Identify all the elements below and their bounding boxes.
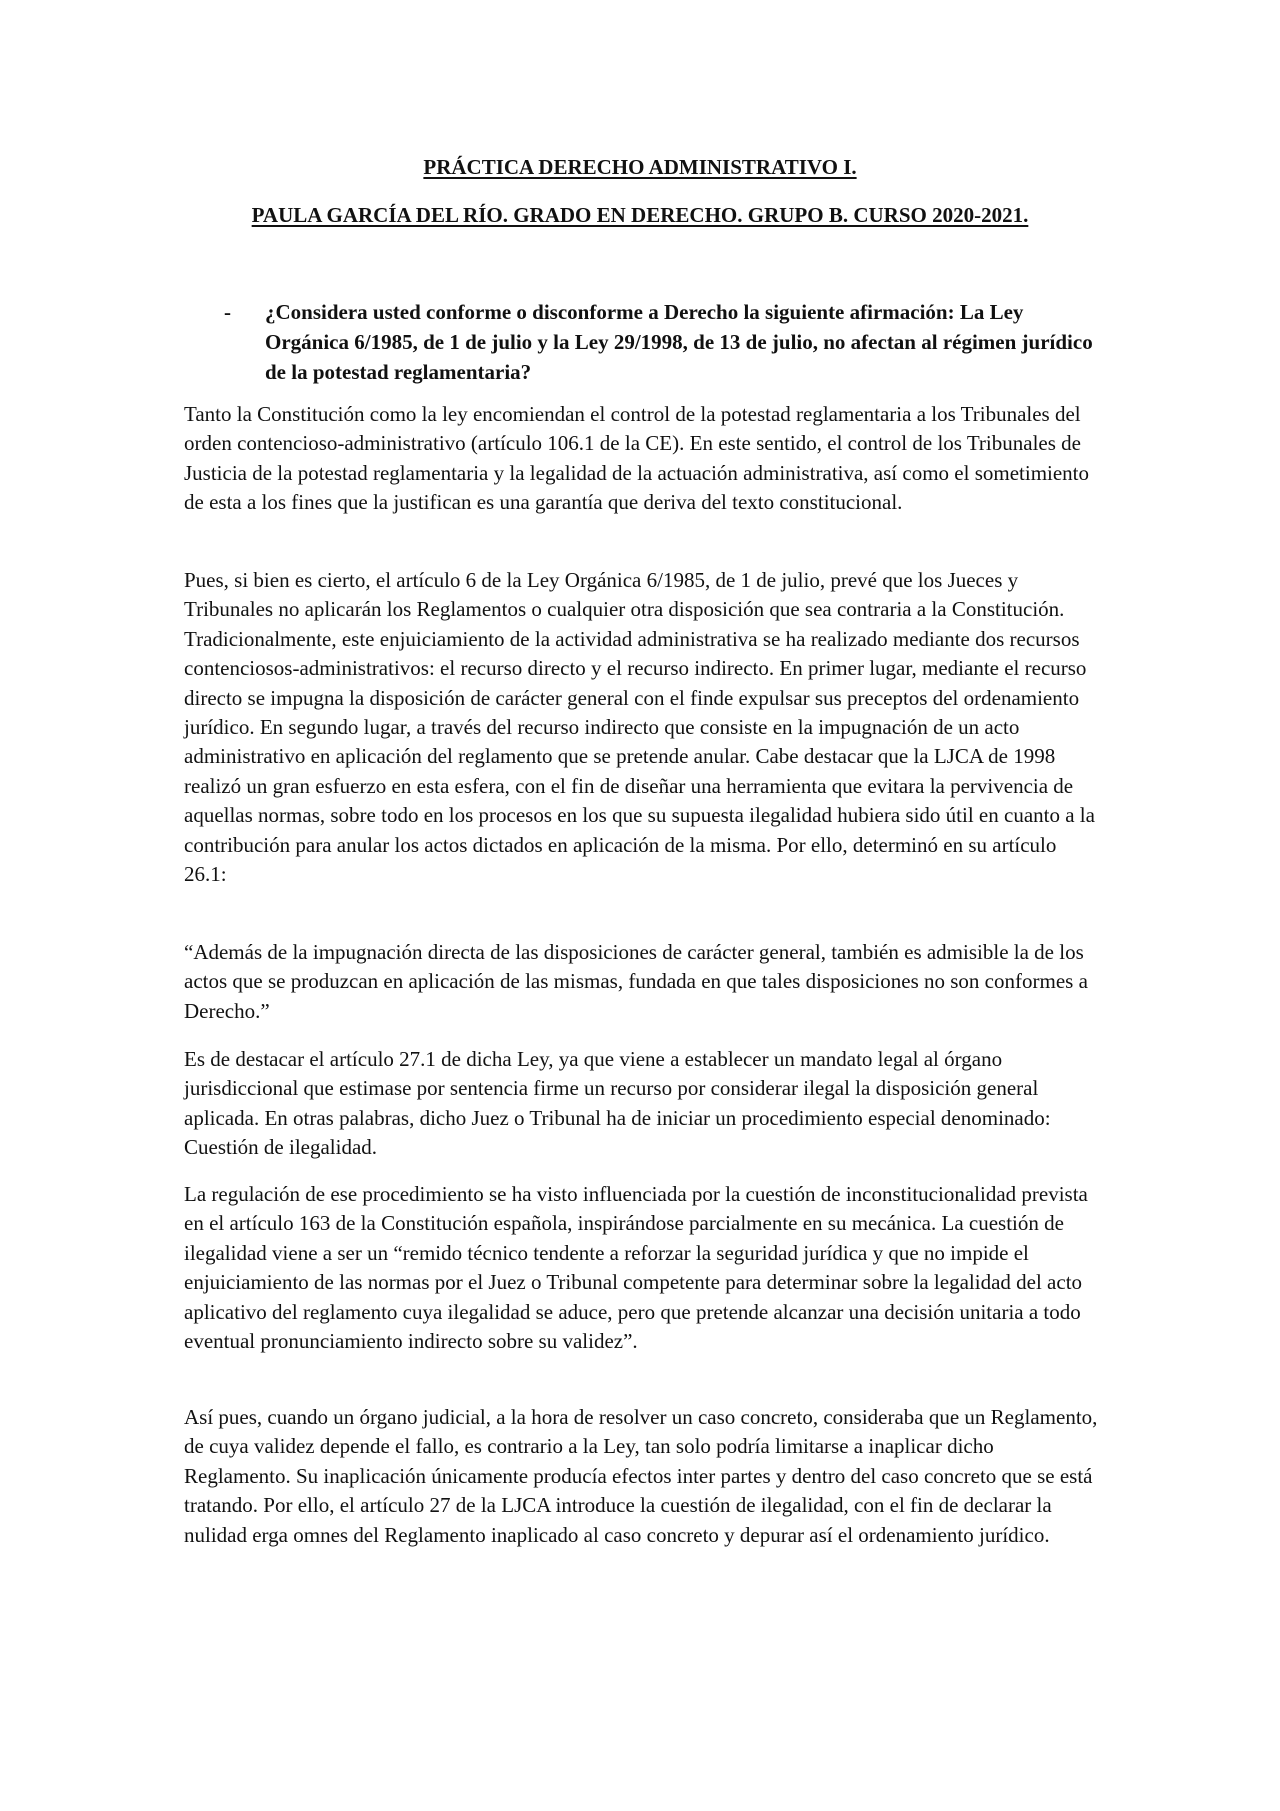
body-paragraph-4: Es de destacar el artículo 27.1 de dicha Ley, ya que viene a establecer un mandato legal al órgano jurisdiccional que estimase por sentencia firme un recurso por considerar ilegal la disposición general aplicada. En otras palabras, dicho Juez o Tribunal ha de iniciar un procedimiento especial denominado: Cuestión de ilegalidad.	[184, 1047, 1051, 1160]
body-paragraph-5: La regulación de ese procedimiento se ha visto influenciada por la cuestión de inconstitucionalidad prevista en el artículo 163 de la Constitución española, inspirándose parcialmente en su mecánica. La cuestión de ilegalidad viene a ser un “remido técnico tendente a reforzar la seguridad jurídica y que no impide el enjuiciamiento de las normas por el Juez o Tribunal competente para determinar sobre la legalidad del acto aplicativo del reglamento cuya ilegalidad se aduce, pero que pretende alcanzar una decisión unitaria a todo eventual pronunciamiento indirecto sobre su validez”.	[184, 1182, 1088, 1354]
quoted-paragraph: “Además de la impugnación directa de las disposiciones de carácter general, también es admisible la de los actos que se produzcan en aplicación de las mismas, fundada en que tales disposiciones no son conformes a Derecho.”	[184, 940, 1088, 1023]
question-text: ¿Considera usted conforme o disconforme a Derecho la siguiente afirmación: La Ley Orgánica 6/1985, de 1 de julio y la Ley 29/1998, de 13 de julio, no afectan al régimen jurídico de la potestad reglamentaria?	[265, 300, 1093, 384]
document-title: PRÁCTICA DERECHO ADMINISTRATIVO I.	[423, 155, 857, 179]
document-subtitle: PAULA GARCÍA DEL RÍO. GRADO EN DERECHO. GRUPO B. CURSO 2020-2021.	[251, 203, 1029, 227]
body-paragraph-1: Tanto la Constitución como la ley encomiendan el control de la potestad reglamentaria a los Tribunales del orden contencioso-administrativo (artículo 106.1 de la CE). En este sentido, el control de los Tribunales de Justicia de la potestad reglamentaria y la legalidad de la actuación administrativa, así como el sometimiento de esta a los fines que la justifican es una garantía que deriva del texto constitucional.	[184, 402, 1090, 515]
body-paragraph-2: Pues, si bien es cierto, el artículo 6 de la Ley Orgánica 6/1985, de 1 de julio, prevé que los Jueces y Tribunales no aplicarán los Reglamentos o cualquier otra disposición que sea contraria a la Constitución. Tradicionalmente, este enjuiciamiento de la actividad administrativa se ha realizado mediante dos recursos contenciosos-administrativos: el recurso directo y el recurso indirecto. En primer lugar, mediante el recurso directo se impugna la disposición de carácter general con el finde expulsar sus preceptos del ordenamiento jurídico. En segundo lugar, a través del recurso indirecto que consiste en la impugnación de un acto administrativo en aplicación del reglamento que se pretende anular. Cabe destacar que la LJCA de 1998 realizó un gran esfuerzo en esta esfera, con el fin de diseñar una herramienta que evitara la pervivencia de aquellas normas, sobre todo en los procesos en los que su supuesta ilegalidad hubiera sido útil en cuanto a la contribución para anular los actos dictados en aplicación de la misma. Por ello, determinó en su artículo 26.1:	[184, 568, 1095, 887]
question-bullet: -	[224, 300, 231, 324]
body-paragraph-6: Así pues, cuando un órgano judicial, a la hora de resolver un caso concreto, consideraba que un Reglamento, de cuya validez depende el fallo, es contrario a la Ley, tan solo podría limitarse a inaplicar dicho Reglamento. Su inaplicación únicamente producía efectos inter partes y dentro del caso concreto que se está tratando. Por ello, el artículo 27 de la LJCA introduce la cuestión de ilegalidad, con el fin de declarar la nulidad erga omnes del Reglamento inaplicado al caso concreto y depurar así el ordenamiento jurídico.	[184, 1405, 1098, 1547]
